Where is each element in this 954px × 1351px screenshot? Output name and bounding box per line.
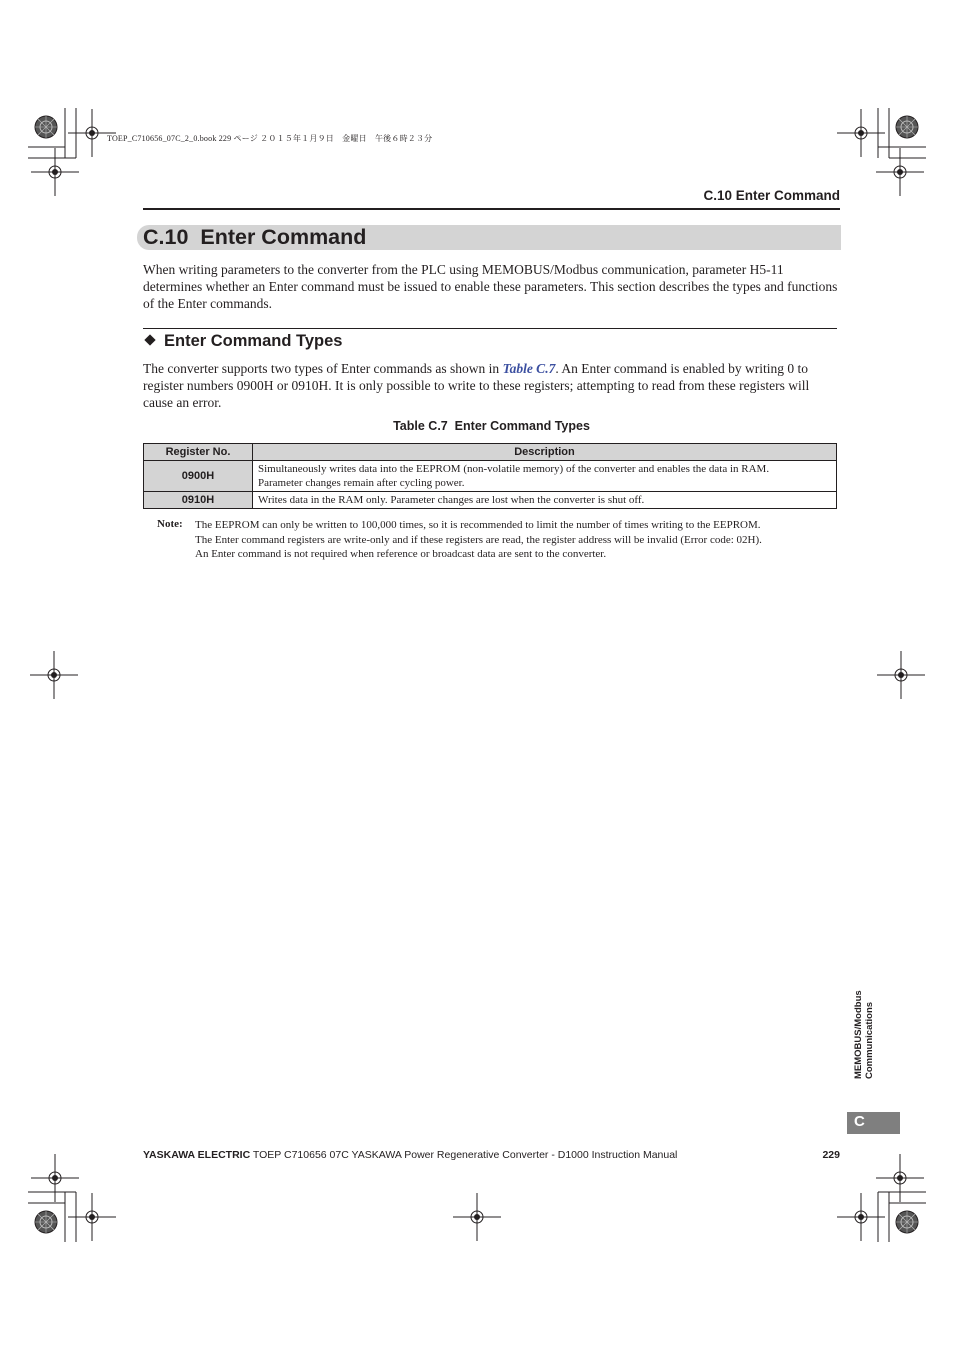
enter-command-table — [143, 443, 837, 509]
table-row — [144, 492, 837, 509]
description-cell — [253, 461, 837, 492]
chapter-tab-line: MEMOBUS/Modbus — [853, 990, 864, 1079]
register-cell: 0900H — [144, 461, 253, 492]
note-line: The EEPROM can only be written to 100,000 times, so it is recommended to limit the number of times writing to the EEPROM. — [195, 519, 761, 531]
chapter-tab-letter: C — [854, 1113, 865, 1130]
note-line: An Enter command is not required when reference or broadcast data are sent to the converter. — [195, 548, 607, 561]
note-line: The Enter command registers are write-only and if these registers are read, the register address will be invalid (Error code: 02H). — [195, 533, 762, 546]
section-title: C.10 Enter Command — [143, 225, 367, 249]
page-number: 229 — [822, 1149, 840, 1161]
chapter-tab-line: Communications — [864, 1001, 875, 1079]
running-head: C.10 Enter Command — [703, 188, 840, 203]
table-row — [144, 461, 837, 492]
footer-text: TOEP C710656 07C YASKAWA Power Regenerative Converter - D1000 Instruction Manual — [250, 1149, 678, 1161]
table-caption: Table C.7 Enter Command Types — [393, 419, 590, 433]
footer-brand: YASKAWA ELECTRIC — [143, 1149, 251, 1161]
note-label: Note: — [157, 518, 183, 530]
paragraph-text: The converter supports two types of Enter commands as shown in — [143, 361, 503, 376]
header-rule — [143, 208, 840, 210]
diamond-bullet-icon — [144, 334, 155, 345]
description-line: Parameter changes remain after cycling power. — [258, 477, 465, 489]
subsection-paragraph — [143, 360, 840, 412]
table-header-row — [144, 444, 837, 461]
note-text — [195, 518, 762, 562]
paragraph-text: . An Enter command is enabled by writing 0 to register numbers 0900H or 0910H. It is only possible to write to these registers; attempting to read from these registers will cause an error. — [143, 361, 810, 411]
footer — [143, 1149, 677, 1161]
description-cell — [253, 492, 837, 509]
subsection-heading — [146, 331, 342, 351]
subsection-rule — [143, 328, 837, 329]
register-cell: 0910H — [144, 492, 253, 509]
description-line: Simultaneously writes data into the EEPROM (non-volatile memory) of the converter and enables the data in RAM. — [258, 463, 770, 475]
column-header-register: Register No. — [144, 444, 253, 461]
chapter-tab-label — [853, 979, 883, 1079]
column-header-description: Description — [253, 444, 837, 461]
print-slug: TOEP_C710656_07C_2_0.book 229 ページ ２０１５年１月９日 金曜日 午後６時２３分 — [107, 134, 433, 143]
intro-paragraph: When writing parameters to the converter from the PLC using MEMOBUS/Modbus communication, parameter H5-11 determines whether an Enter command must be issued to enable these parameters. This section describes the types and functions of the Enter commands. — [143, 262, 838, 312]
description-line: Writes data in the RAM only. Parameter changes are lost when the converter is shut off. — [258, 494, 645, 506]
table-xref-link[interactable]: Table C.7 — [502, 361, 556, 376]
subsection-title: Enter Command Types — [164, 332, 343, 350]
